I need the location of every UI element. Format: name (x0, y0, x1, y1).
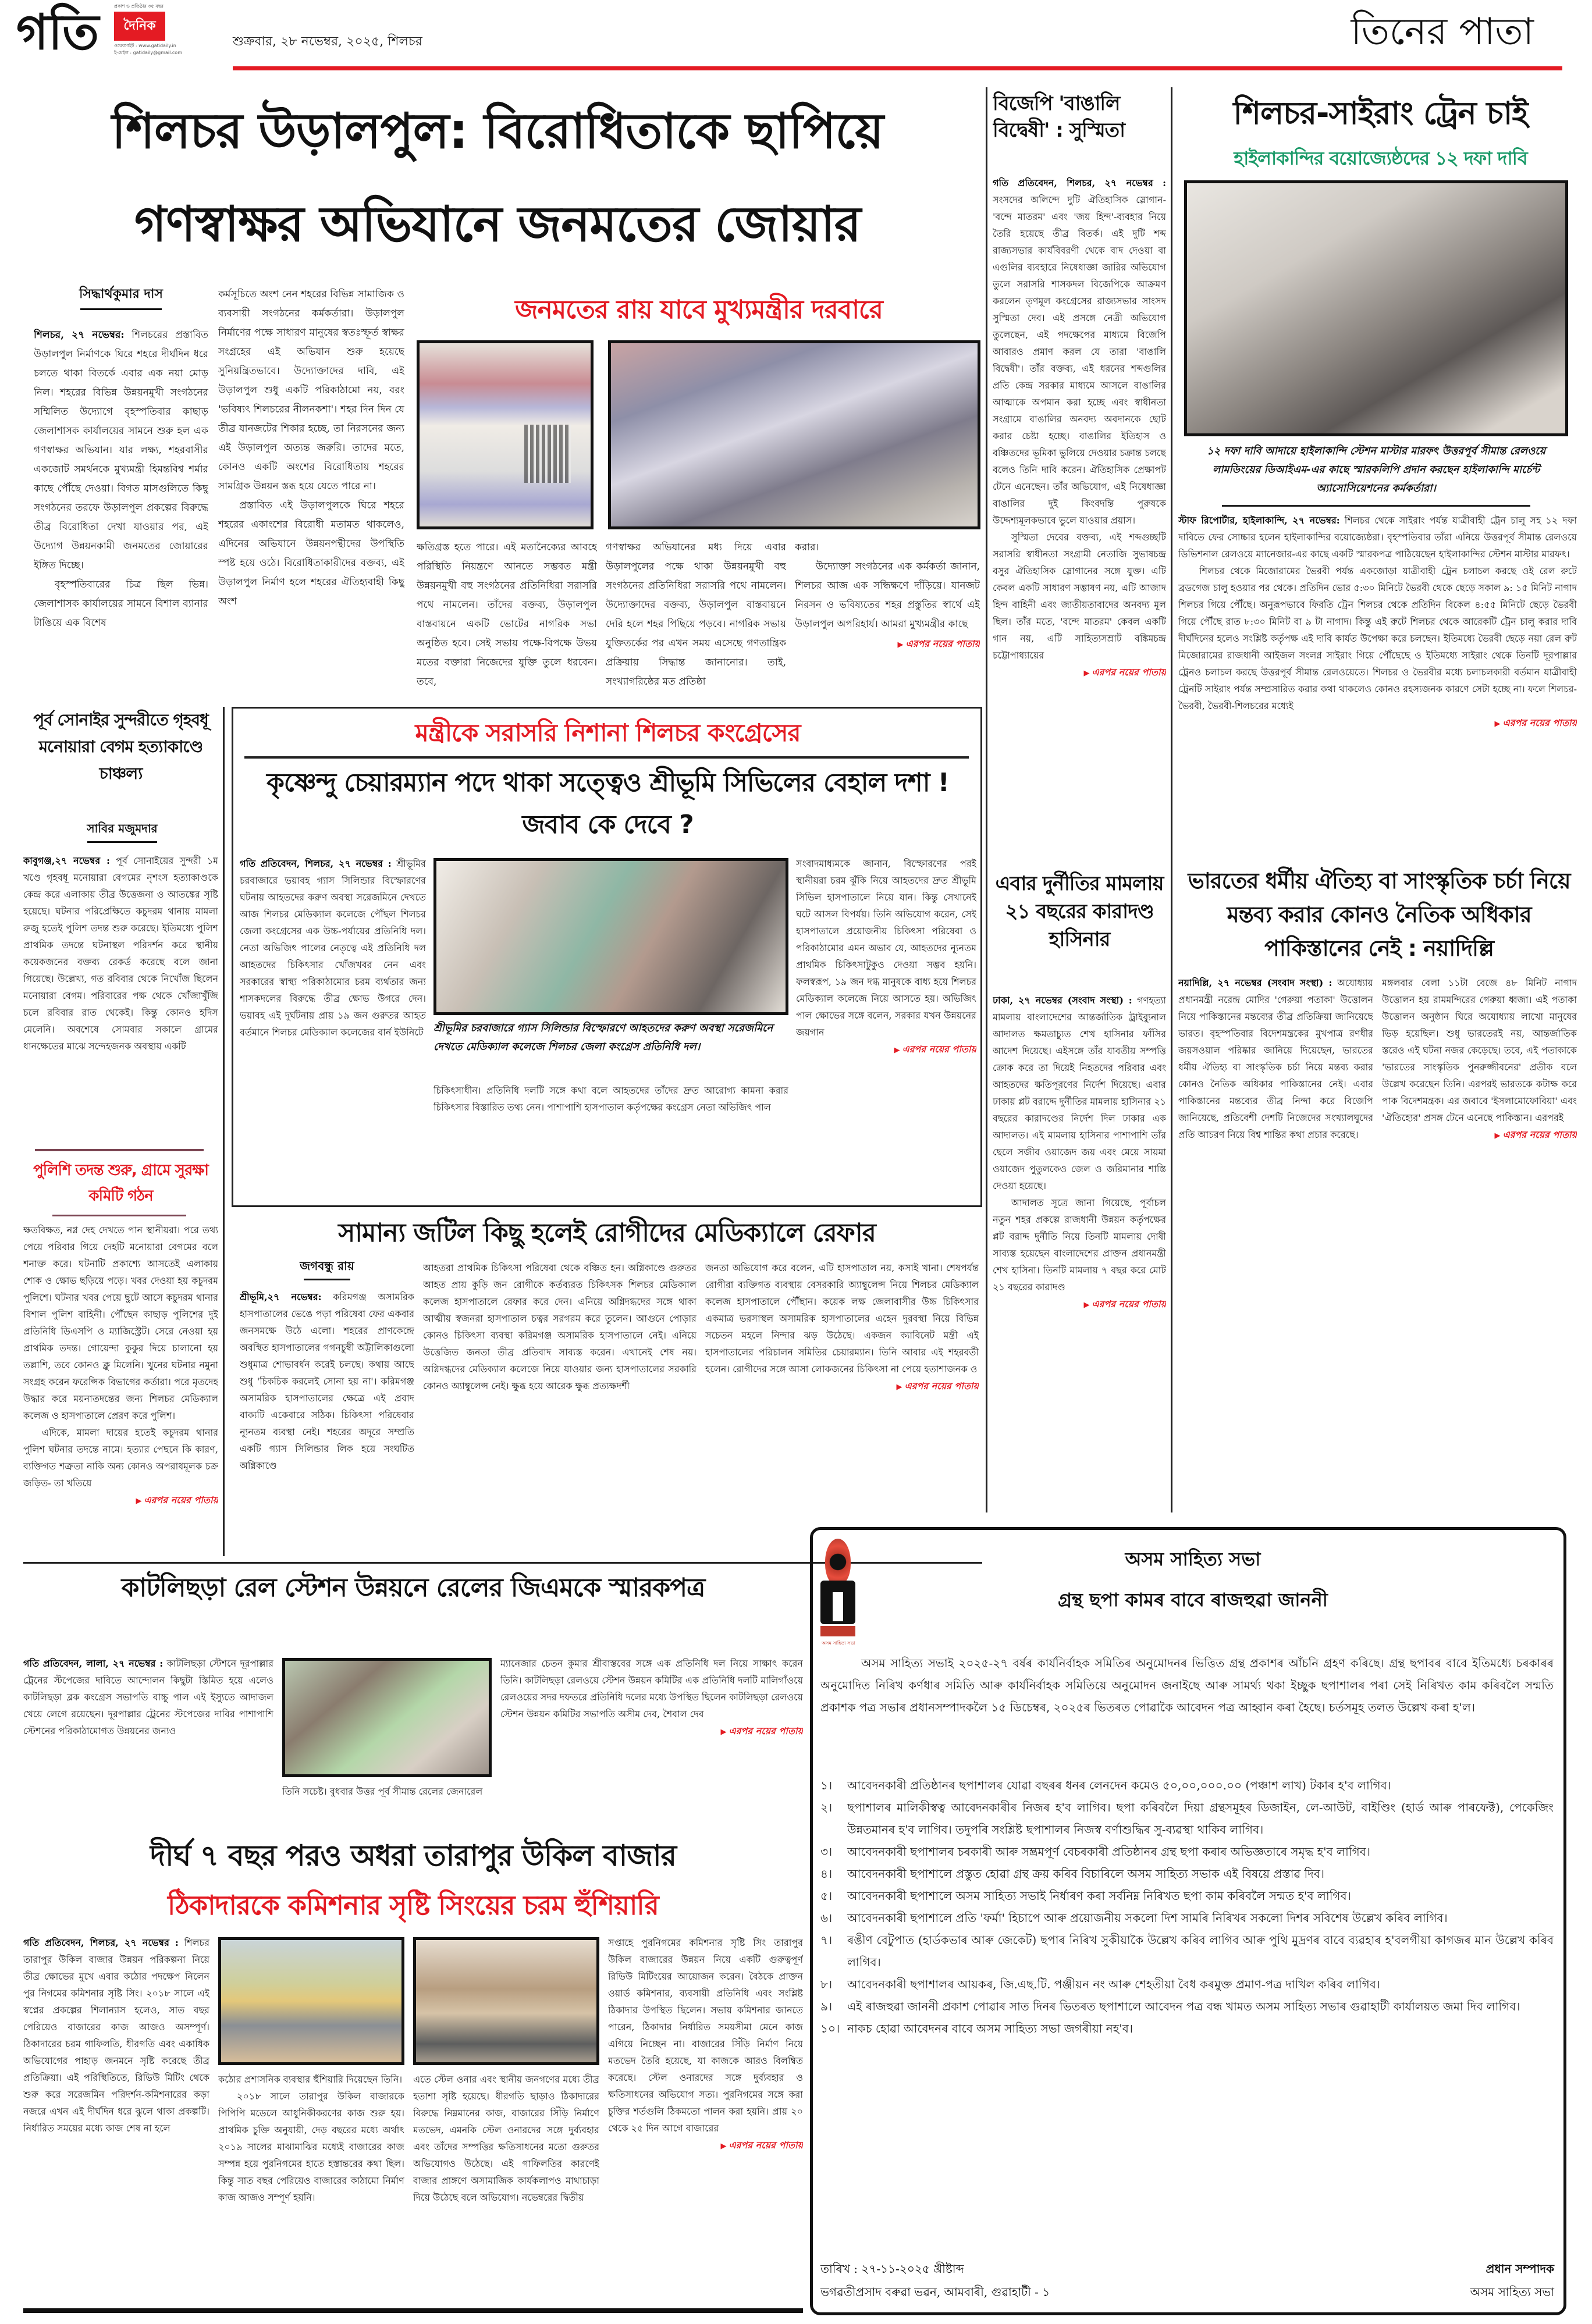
ad-conditions-list (820, 1774, 1554, 2251)
lead-col-5 (795, 538, 980, 698)
tarapur-text-mid-p2: ২০১৮ সালে তারাপুর উকিল বাজারকে পিপিপি মডেলে আধুনিকীকরণের কাজ শুরু হয়। প্রাথমিক চুক্তি অনুযায়ী, দেড় বছরের মধ্যে অর্থাৎ ২০১৯ সালের মাঝামাঝির মধ্যেই বাজারের কাজ সম্পন্ন হয়ে পুরনিগমের হাতে হস্তান্তরের কথা ছিল। কিন্তু সাত বছর পেরিয়েও বাজারের কাঠামো নির্মাণ কাজ আজও সম্পূর্ণ হয়নি। (218, 2091, 404, 2203)
sribhumi-dateline: শ্রীভূমি,২৭ নভেম্বর: (240, 1291, 322, 1302)
badge-website[interactable]: ওয়েবসাইট : www.gatidaily.in (114, 43, 176, 48)
ad-condition-item (820, 1863, 1554, 1885)
ad-condition-item (820, 1796, 1554, 1841)
lead-photo-signing[interactable] (608, 340, 980, 529)
sribhumi-text-right: জনতা অভিযোগ করে বলেন, এটি হাসপাতাল নয়, কসাই খানা। শেষপর্যন্ত রোগীরা ব্যক্তিগত ব্যবস্থায় বেসরকারি অ্যাম্বুলেন্স নিয়ে শিলচর মেডিক্যাল কলেজ হাসপাতালে পৌঁছান। কয়েক লক্ষ জেলাবাসীর উচ্চ চিকিৎসার একমাত্র ভরসাস্থল অসামরিক হাসপাতালের এহেন দুরবস্থা নিয়ে বিভিন্ন সচেতন মহলে নিন্দার ঝড় উঠেছে। একজন ক্যাবিনেট মন্ত্রী এই হাসপাতালের পরিচালন সমিতির চেয়ারম্যান। তিনি আবার এই শহরবর্তী হলেন। রোগীদের সঙ্গে আসা লোকজনের চিকিৎসা না পেয়ে হতাশাজনক ও (705, 1262, 979, 1375)
sribhumi-col-1 (240, 1289, 414, 1556)
ad-signatory-title: প্ৰধান সম্পাদক (1486, 2262, 1554, 2276)
tarapur-text-mid2: এতে স্টেল ওনার এবং স্থানীয় জনগণের মধ্যে তীব্র হতাশা সৃষ্টি হয়েছে। ধীরগতি ছাড়াও ঠিকাদারের বিরুদ্ধে নিম্নমানের কাজ, বাজারের সিঁড়ি নির্মাণে মতভেদ, এমনকি স্টেল ওনারদের সঙ্গে দুর্ব্যবহার এবং তাঁদের সম্পত্তির ক্ষতিসাধনের মতো গুরুতর অভিযোগও উঠেছে। এই গাফিলতির কারণেই বাজার প্রাঙ্গণে অসামাজিক কার্যকলাপও মাথাচাড়া দিয়ে উঠেছে বলে অভিযোগ। নভেম্বরের দ্বিতীয় (413, 2074, 599, 2203)
ad-signatory-org: অসম সাহিত্য সভা (1470, 2285, 1554, 2299)
tarapur-photo-building[interactable] (413, 1937, 599, 2065)
katlichara-photo[interactable] (282, 1658, 492, 1777)
hasina-continued[interactable] (993, 1296, 1166, 1314)
congress-col-3 (796, 855, 976, 1201)
logo-caption: অসম সাহিত্য সভা (822, 1640, 855, 1646)
tarapur-col-3 (413, 2071, 599, 2301)
katlichara-headline[interactable]: কাটলিছড়া রেল স্টেশন উন্নয়নে রেলের জিএমকে স্মারকপত্র (121, 1573, 705, 1603)
ad-condition-item (820, 2017, 1554, 2040)
tarapur-dateline: গতি প্রতিবেদন, শিলচর, ২৭ নভেম্বর : (23, 1937, 179, 1948)
train-headline[interactable]: শিলচর-সাইরাং ট্রেন চাই (1233, 95, 1528, 131)
ad-condition-number: ৭। (820, 1933, 833, 1947)
page-title: তিনের পাতা (1351, 10, 1534, 54)
sonai-headline[interactable]: পূর্ব সোনাইর সুন্দরীতে গৃহবধূ মনোয়ারা বেগম হত্যাকাণ্ডে চাঞ্চল্য (33, 710, 208, 783)
tarapur-headline[interactable]: দীর্ঘ ৭ বছর পরও অধরা তারাপুর উকিল বাজার (150, 1839, 677, 1873)
katlichara-col-3 (500, 1655, 803, 1827)
column-divider (223, 707, 225, 1556)
pakistan-continued[interactable] (1382, 1126, 1577, 1144)
katlichara-dateline: গতি প্রতিবেদন, লালা, ২৭ নভেম্বর : (23, 1658, 164, 1669)
pakistan-text-p2: মঙ্গলবার বেলা ১১টা বেজে ৪৮ মিনিট নাগাদ উত্তোলন হয় রামমন্দিরের গেরুয়া ধ্বজা। এই পতাকা উত্তোলন অনুষ্ঠান ঘিরে অযোধ্যায় লাখো মানুষের ভিড় হয়েছিল। শুধু ভারতেরই নয়, আন্তর্জাতিক স্তরেও এই ঘটনা নজর কেড়েছে। তবে, এই পতাকাকে 'ভারতের সাংস্কৃতিক পুনরুজ্জীবনের' প্রতীক বলে উল্লেখ করেছেন তিনি। এরপরই ভারতকে কটাক্ষ করে পাক বিদেশমন্ত্রক। এর জবাবে 'ইসলামোফোবিয়া' এবং 'ঐতিহ্যের' প্রসঙ্গ টেনে এনেছে পাকিস্তান। এরপরই (1382, 977, 1577, 1123)
sonai-text: পূর্ব সোনাইয়ের সুন্দরী ১ম খণ্ডে গৃহবধূ মনোয়ারা বেগমের নৃশংস হত্যাকাণ্ডকে কেন্দ্র করে এলাকায় তীব্র উত্তেজনা ও আতঙ্কের সৃষ্টি হয়েছে। ঘটনার পরিপ্রেক্ষিতে কচুদরম থানায় মামলা রুজু হতেই পুলিশ তদন্ত শুরু করেছে। ইতিমধ্যে পুলিশ প্রাথমিক তদন্তে ঘটনাস্থল পরিদর্শন করে স্থানীয় কয়েকজনের বক্তব্য রেকর্ড করেছে বলে জানা গিয়েছে। উল্লেখ্য, গত রবিবার থেকে নিখোঁজ ছিলেন মনোয়ারা বেগম। পরিবারের পক্ষ থেকে খোঁজাখুঁজি চলে রবিবার রাত থেকেই। কিন্তু কোনও হদিস মেলেনি। অবশেষে সোমবার সকালে গ্রামের ধানক্ষেতের মাঝে সন্দেহজনক অবস্থায় একটি (23, 855, 218, 1052)
hasina-text-p2: আদালত সূত্রে জানা গিয়েছে, পূর্বাচল নতুন শহর প্রকল্পে রাজধানী উন্নয়ন কর্তৃপক্ষের প্লট বরাদ্দ দুর্নীতি নিয়ে তিনটি মামলায় দোষী সাব্যস্ত হয়েছেন বাংলাদেশের প্রাক্তন প্রধানমন্ত্রী শেখ হাসিনা। তিনটি মামলায় ৭ বছর করে মোট ২১ বছরের কারাদণ্ড (993, 1197, 1166, 1293)
hasina-dateline: ঢাকা, ২৭ নভেম্বর (সংবাদ সংস্থা) : (993, 995, 1132, 1006)
lead-photo-banner[interactable] (417, 340, 594, 529)
continued-link[interactable]: ▶ এরপর নয়ের পাতায় (720, 2140, 803, 2151)
ad-condition-number: ১০। (820, 2022, 840, 2035)
katlichara-text: কাটলিছড়া স্টেশনে দূরপাল্লার ট্রেনের স্টপেজের দাবিতে আন্দোলন কিছুটা স্তিমিত হয়ে এলেও কাটলিছড়া ব্লক কংগ্রেস সভাপতি বাচ্চু পাল এই ইস্যুতে আদাজল খেয়ে লেগে রয়েছেন। দূরপাল্লার ট্রেনের স্টপেজের দাবির পাশাপাশি স্টেশনের পরিকাঠামোগত উন্নয়নের জন্যও (23, 1658, 273, 1736)
daily-badge-label: দৈনিক (123, 19, 156, 33)
hasina-body (993, 992, 1166, 1510)
ad-condition-item (820, 1929, 1554, 1973)
ad-condition-number: ৩। (820, 1845, 833, 1859)
ad-condition-text: আবেদনকাৰী ছপাশালৰ চৰকাৰী আৰু সম্ভ্ৰমপূৰ্ণ বেচৰকাৰী প্ৰতিষ্ঠানৰ গ্ৰন্থ ছপা কৰাৰ অভিজ্ঞতাৰে সমৃদ্ধ হ'ব লাগিব। (847, 1845, 1370, 1859)
page-bottom-rule (23, 2308, 803, 2313)
continued-link[interactable]: ▶ এরপর নয়ের পাতায় (1083, 1298, 1166, 1309)
congress-text-mid: চিকিৎসাধীন। প্রতিনিধি দলটি সঙ্গে কথা বলে আহতদের তাঁদের দ্রুত আরোগ্য কামনা করার চিকিৎসার বিস্তারিত তথ্য নেন। পাশাপাশি হাসপাতাল কর্তৃপক্ষের কংগ্রেস নেতা অভিজিৎ পাল (433, 1085, 788, 1113)
bjp-body (993, 175, 1166, 861)
ad-condition-text: আবেদনকাৰী ছপাশালৰ আয়কৰ, জি.এছ.টি. পঞ্জীয়ন নং আৰু শেহতীয়া বৈধ কৰমুক্ত প্ৰমাণ-পত্ৰ দাখিল কৰিব লাগিব। (847, 1977, 1380, 1991)
lead-subhead[interactable]: জনমতের রায় যাবে মুখ্যমন্ত্রীর দরবারে (515, 295, 883, 325)
ad-intro: অসম সাহিত্য সভাই ২০২৫-২৭ বৰ্ষৰ কাৰ্যনিৰ্বাহক সমিতিৰ অনুমোদনৰ ভিত্তিত গ্ৰন্থ প্ৰকাশৰ আঁচনি গ্ৰহণ কৰিছে। গ্ৰন্থ ছপাবৰ বাবে ইতিমধ্যে চৰকাৰৰ অনুমোদিত নিৰিখ কৰ্ণধাৰ সমিতি আৰু কাৰ্যনিৰ্বাহক সমিতিয়ে অনুমোদন জনাইছে আৰু সামৰ্থ্য থকা ইচ্ছুক ছপাশালৰ পৰা সেই নিৰিখত কাম কৰিবলৈ সন্মতি প্ৰকাশক পত্ৰ সভাৰ প্ৰধানসম্পাদকলৈ ১৫ ডিচেম্বৰ, ২০২৫ৰ ভিতৰত পোৱাকৈ আবেদন পত্ৰ আহ্বান কৰা হৈছে। চৰ্তসমূহ তলত উল্লেখ কৰা হ'ল। (820, 1656, 1554, 1714)
ad-condition-item (820, 1907, 1554, 1929)
lead-byline (34, 285, 208, 310)
pakistan-headline[interactable]: ভারতের ধর্মীয় ঐতিহ্য বা সাংস্কৃতিক চর্চা নিয়ে মন্তব্য করার কোনও নৈতিক অধিকার পাকিস্তানের নেই : নয়াদিল্লি (1188, 868, 1570, 961)
ad-condition-text: ৰঙীণ বেটুপাত (হাৰ্ডকভাৰ আৰু জেকেট) ছপাৰ নিৰিখ সুকীয়াকৈ উল্লেখ কৰিব লাগিব আৰু পুথি মুদ্ৰণৰ বাবে ব্যৱহাৰ হ'বলগীয়া কাগজৰ মান উল্লেখ কৰিব লাগিব। (847, 1933, 1554, 1969)
sonai-subheadline[interactable]: পুলিশি তদন্ত শুরু, গ্রামে সুরক্ষা কমিটি গঠন (33, 1162, 208, 1205)
ad-condition-text: আবেদনকাৰী ছপাশালে অসম সাহিত্য সভাই নিৰ্ধাৰণ কৰা সৰ্বনিম্ন নিৰিখত ছপা কাম কৰিবলৈ সন্মত হ'ব লাগিব। (847, 1889, 1351, 1903)
ad-condition-text: আবেদনকাৰী প্ৰতিষ্ঠানৰ ছপাশালৰ যোৱা বছৰৰ ধনৰ লেনদেন কমেও ৫০,০০,০০০.০০ (পঞ্চাশ লাখ) টকাৰ হ'ব লাগিব। (847, 1778, 1391, 1792)
lead-col-2-p2: প্রস্তাবিত এই উড়ালপুলকে ঘিরে শহরে শহরের একাংশের বিরোধী মতামত থাকলেও, এদিনের অভিযানে উন্নয়নপন্থীদের উপস্থিতি স্পষ্ট হয়ে ওঠে। বিরোধিতাকারীদের বক্তব্য, এই উড়ালপুল নির্মাণ হলে শহরের ঐতিহ্যবাহী কিছু অংশ (218, 500, 404, 607)
tarapur-col-1 (23, 1934, 209, 2301)
masthead (0, 0, 1592, 74)
lead-col-5-text: করার। (795, 542, 819, 553)
sribhumi-continued[interactable] (705, 1378, 979, 1396)
katlichara-col-2 (282, 1783, 492, 1827)
tarapur-text-mid: কঠোর প্রশাসনিক ব্যবস্থার হুঁশিয়ারি দিয়েছেন তিনি। (218, 2074, 403, 2085)
bjp-headline[interactable]: বিজেপি 'বাঙালি বিদ্বেষী' : সুস্মিতা (993, 92, 1125, 142)
tarapur-text-right: সপ্তাহে পুরনিগমের কমিশনার সৃষ্টি সিং তারাপুর উকিল বাজারের উন্নয়ন নিয়ে একটি গুরুত্বপূর্ণ রিভিউ মিটিংয়ের আয়োজন করেন। বৈঠকে প্রাক্তন ওয়ার্ড কমিশনার, ব্যবসায়ী প্রতিনিধি এবং সংশ্লিষ্ট ঠিকাদার উপস্থিত ছিলেন। সভায় কমিশনার জানতে পারেন, ঠিকাদার নির্ধারিত সময়সীমা মেনে কাজ এগিয়ে নিচ্ছেন না। বাজারের সিঁড়ি নির্মাণ নিয়ে মতভেদ তৈরি হয়েছে, যা কাজকে আরও বিলম্বিত করেছে। স্টেল ওনারদের সঙ্গে দুর্ব্যবহার ও ক্ষতিসাধনের অভিযোগ সত্য। পুরনিগমের সঙ্গে করা চুক্তির শর্তগুলি ঠিকমতো পালন করা হয়নি। প্রায় ২০ থেকে ২৫ দিন আগে বাজারের (608, 1937, 803, 2134)
sonai-body (23, 852, 218, 1143)
congress-continued[interactable] (796, 1041, 976, 1059)
train-body (1178, 512, 1577, 855)
lead-dateline: শিলচর, ২৭ নভেম্বর: (34, 329, 125, 341)
ad-condition-item (820, 1973, 1554, 1995)
congress-dateline: গতি প্রতিবেদন, শিলচর, ২৭ নভেম্বর : (240, 858, 392, 869)
congress-col-1 (240, 855, 426, 1201)
ad-condition-text: এই ৰাজহুৱা জাননী প্ৰকাশ পোৱাৰ সাত দিনৰ ভিতৰত ছপাশালে আবেদন পত্ৰ বন্ধ খামত অসম সাহিত্য সভাৰ গুৱাহাটী কাৰ্যালয়ত জমা দিব লাগিব। (847, 1999, 1520, 2013)
lead-col-4-text: গণস্বাক্ষর অভিযানের মধ্য দিয়ে এবার উড়ালপুলের পক্ষে থাকা উন্নয়নমুখী বহু সংগঠনের প্রতিনিধিরা সরাসরি পথে নামলেন। উদ্যোক্তাদের বক্তব্য, উড়ালপুল বাস্তবায়নে দেরি হলে শহর পিছিয়ে পড়বে। নাগরিক সভায় যুক্তিতর্কের পর এখন সময় এসেছে গণতান্ত্রিক প্রক্রিয়ায় সিদ্ধান্ত জানানোর। তাই, সংখ্যাগরিষ্ঠের মত প্রতিষ্ঠা (606, 542, 786, 688)
tarapur-subhead[interactable]: ঠিকাদারকে কমিশনার সৃষ্টি সিংয়ের চরম হুঁশিয়ারি (168, 1889, 659, 1921)
ad-title: গ্ৰন্থ ছপা কামৰ বাবে ৰাজহুৱা জাননী (1058, 1589, 1328, 1611)
continued-link[interactable]: ▶ এরপর নয়ের পাতায় (894, 1044, 976, 1055)
continued-link[interactable]: ▶ এরপর নয়ের পাতায় (1494, 717, 1577, 728)
congress-headline[interactable]: কৃষ্ণেন্দু চেয়ারম্যান পদে থাকা সত্ত্বেও শ্রীভূমি সিভিলের বেহাল দশা ! জবাব কে দেবে ? (266, 768, 949, 839)
ad-condition-number: ২। (820, 1800, 833, 1814)
ad-condition-item (820, 1841, 1554, 1863)
train-dateline: স্টাফ রিপোর্টার, হাইলাকান্দি, ২৭ নভেম্বর: (1178, 515, 1340, 526)
sribhumi-headline[interactable]: সামান্য জটিল কিছু হলেই রোগীদের মেডিক্যালে রেফার (338, 1218, 876, 1248)
lead-byline-name: সিদ্ধার্থকুমার দাস (79, 287, 163, 301)
hasina-headline[interactable]: এবার দুর্নীতির মামলায় ২১ বছরের কারাদণ্ড হাসিনার (995, 872, 1164, 951)
tarapur-text: শিলচর তারাপুর উকিল বাজার উন্নয়ন পরিকল্পনা নিয়ে তীব্র ক্ষোভের মুখে এবার কঠোর পদক্ষেপ নিলেন পুর নিগমের কমিশনার সৃষ্টি সিং। ২০১৮ সালে এই স্বপ্নের প্রকল্পের শিলান্যাস হলেও, সাত বছর পেরিয়েও বাজারের কাজ আজও অসম্পূর্ণ। ঠিকাদারের চরম গাফিলতি, ধীরগতি এবং একাধিক অভিযোগের পাহাড় জনমনে সৃষ্টি করেছে তীব্র প্রতিক্রিয়া। এই পরিস্থিতিতে, রিভিউ মিটিং থেকে শুরু করে সরেজমিন পরিদর্শন-কমিশনারের কড়া নজরে এখন এই দীর্ঘদিন ধরে ঝুলে থাকা প্রকল্পটি। নির্ধারিত সময়ের মধ্যে কাজ শেষ না হলে (23, 1937, 209, 2134)
ad-condition-number: ৯। (820, 1999, 833, 2013)
kicker-divider (244, 756, 969, 759)
katlichara-continued[interactable] (500, 1722, 803, 1741)
train-continued[interactable] (1178, 714, 1577, 732)
congress-photo-caption: শ্রীভূমির চরবাজারে গ্যাস সিলিন্ডার বিস্ফোরণে আহতদের করুণ অবস্থা সরেজমিনে দেখতে মেডিক্যাল কলেজে শিলচর জেলা কংগ্রেস প্রতিনিধি দল। (433, 1022, 773, 1053)
tarapur-col-2 (218, 2071, 404, 2301)
congress-text: শ্রীভূমির চরবাজারে ভয়াবহ গ্যাস সিলিন্ডার বিস্ফোরণের ঘটনায় আহতদের করুণ অবস্থা সরেজমিনে দেখতে আজ শিলচর মেডিক্যাল কলেজে পৌঁছল শিলচর জেলা কংগ্রেসের এক উচ্চ-পর্যায়ের প্রতিনিধি দল। নেতা অভিজিৎ পালের নেতৃত্বে এই প্রতিনিধি দল আহতদের চিকিৎসার খোঁজখবর নেন এবং সরকারের স্বাস্থ্য পরিকাঠামোর চরম ব্যর্থতার জন্য শাসকদলের বিরুদ্ধে তীব্র ক্ষোভ উগরে দেন। ভয়াবহ এই দুর্ঘটনায় প্রায় ১৯ জন গুরুতর আহত বর্তমানে শিলচর মেডিক্যাল কলেজের বার্ন ইউনিটে (240, 858, 426, 1038)
ad-org-name: অসম সাহিত্য সভা (1125, 1548, 1261, 1570)
bjp-text: সংসদের অলিন্দে দুটি ঐতিহাসিক স্লোগান- 'বন্দে মাতরম' এবং 'জয় হিন্দ'-ব্যবহার নিয়ে তৈরি হয়েছে তীব্র বিতর্ক। এই দুটি শব্দ রাজ্যসভার কার্যবিবরণী থেকে বাদ দেওয়া বা এগুলির ব্যবহারে নিষেধাজ্ঞা জারির অভিযোগ তুলে সরাসরি শাসকদল বিজেপিকে আক্রমণ করলেন তৃণমূল কংগ্রেসের রাজ্যসভার সাংসদ সুস্মিতা দেব। এই প্রসঙ্গে নেত্রী অভিযোগ তুলেছেন, এই পদক্ষেপের মাধ্যমে বিজেপি আবারও প্রমাণ করল যে তারা 'বাঙালি বিদ্বেষী'। তাঁর বক্তব্য, এই ধরনের শব্দগুলির প্রতি কেন্দ্র সরকার মাধ্যমে আসলে বাঙালির আত্মাকে অপমান করা হচ্ছে এবং স্বাধীনতা সংগ্রামে বাঙালির অনবদ্য অবদানকে ছোট করার চেষ্টা হচ্ছে। বাঙালির ইতিহাস ও বঞ্চিতদের ভূমিকা ভুলিয়ে দেওয়ার চক্রান্ত চলছে বলেও তিনি দাবি করেন। ঐতিহাসিক প্রেক্ষাপট টেনে এনেছেন। তাঁর অভিযোগ, এই নিষেধাজ্ঞা বাঙালির দুই কিংবদন্তি পুরুষকে উদ্দেশ্যমূলকভাবে ভুলে যাওয়ার প্রয়াস। (993, 194, 1166, 526)
sonai-dateline: কাবুগঞ্জ,২৭ নভেম্বর : (23, 855, 110, 866)
sribhumi-col-3 (705, 1259, 979, 1556)
congress-col-2 (433, 1082, 788, 1201)
ad-condition-number: ১। (820, 1778, 833, 1792)
sonai-text-p3: এদিকে, মামলা দায়ের হতেই কচুদরম থানার পুলিশ ঘটনার তদন্তে নামে। হত্যার পেছনে কি কারণ, ব্যক্তিগত শত্রুতা নাকি অন্য কোনও অপরাধমূলক চক্র জড়িত- তা খতিয়ে (23, 1427, 218, 1489)
congress-text-right: সংবাদমাধ্যমকে জানান, বিস্ফোরণের পরই স্থানীয়রা চরম ঝুঁকি নিয়ে আহতদের দ্রুত শ্রীভূমি সিভিল হাসপাতালে নিয়ে যান। কিন্তু সেখানেই ঘটে আসল বিপর্যয়। তিনি অভিযোগ করেন, সেই হাসপাতালে প্রয়োজনীয় চিকিৎসা পরিষেবা ও পরিকাঠামোর এমন অভাব যে, আহতদের ন্যূনতম প্রাথমিক চিকিৎসাটুকুও দেওয়া সম্ভব হয়নি। ফলস্বরূপ, ১৯ জন দগ্ধ মানুষকে বাধ্য হয়ে শিলচর মেডিক্যাল কলেজে নিয়ে আসতে হয়। অভিজিৎ পাল ক্ষোভের সঙ্গে বলেন, সরকার যখন উন্নয়নের জয়গান (796, 858, 976, 1038)
badge-top: প্রকাশ ও প্রতিষ্ঠার ৩৫ বছর (114, 3, 164, 9)
bjp-dateline: গতি প্রতিবেদন, শিলচর, ২৭ নভেম্বর : (993, 177, 1166, 188)
byline-divider (304, 1279, 350, 1280)
section-divider (35, 1149, 204, 1151)
ad-condition-item (820, 1885, 1554, 1907)
pakistan-col-2 (1382, 974, 1577, 1510)
lead-col-4 (606, 538, 786, 698)
sahitya-sabha-logo-icon (820, 1539, 855, 1638)
continued-link[interactable]: ▶ এরপর নয়ের পাতায় (897, 638, 980, 649)
katlichara-col-1 (23, 1655, 273, 1827)
badge-email[interactable]: ই-মেইল : gatidaily@gmail.com (114, 50, 182, 55)
column-divider (1171, 87, 1172, 1512)
sonai-byline-name: সাবির মজুমদার (87, 821, 158, 835)
ad-condition-text: আবেদনকাৰী ছপাশালে প্ৰস্তুত হোৱা গ্ৰন্থ ক্ৰয় কৰিব বিচাৰিলে অসম সাহিত্য সভাক এই বিষয়ে প্ৰস্তাৱ দিব। (847, 1867, 1325, 1881)
katlichara-text-mid: তিনি সচেষ্ট। বুধবার উত্তর পূর্ব সীমান্ত রেলের জেনারেল (282, 1786, 483, 1797)
tarapur-photo-signboard[interactable] (218, 1937, 404, 2065)
congress-kicker[interactable]: মন্ত্রীকে সরাসরি নিশানা শিলচর কংগ্রেসের (415, 718, 801, 747)
byline-divider (87, 841, 157, 843)
lead-col-3-text: ক্ষতিগ্রস্ত হতে পারে। এই মতানৈক্যের আবহে পরিস্থিতি নিয়ন্ত্রণে আনতে সম্ভবত মন্ত্রী উন্নয়নমুখী বহু সংগঠনের প্রতিনিধিরা সরাসরি পথে নামলেন। তাঁদের বক্তব্য, উড়ালপুল বাস্তবায়নে একটি ভোটের নাগরিক সভা অনুষ্ঠিত হবে। সেই সভায় পক্ষে-বিপক্ষে উভয় মতের বক্তারা নিজেদের যুক্তি তুলে ধরবেন। তবে, (417, 542, 597, 688)
tarapur-continued[interactable] (608, 2137, 803, 2155)
sribhumi-byline-name: জগবন্ধু রায় (300, 1259, 354, 1273)
continued-link[interactable]: ▶ এরপর নয়ের পাতায় (1494, 1129, 1577, 1140)
tarapur-col-4 (608, 1934, 803, 2301)
bjp-text-p2: সুস্মিতা দেবের বক্তব্য, এই শব্দগুচ্ছটি সরাসরি স্বাধীনতা সংগ্রামী নেতাজি সুভাষচন্দ্র বসুর ঐতিহাসিক স্লোগানের সঙ্গে যুক্ত। এটি কেবল একটি সাধারণ সম্ভাষণ নয়, এটি আজাদ হিন্দ বাহিনী এবং জাতীয়তাবাদের অনবদ্য মূল ছিল। তাঁর মতে, 'বন্দে মাতরম' কেবল একটি গান নয়, এটি সাহিত্যসম্রাট বঙ্কিমচন্দ্র চট্টোপাধ্যায়ের (993, 532, 1166, 661)
sonai-text-p2: ক্ষতবিক্ষত, নগ্ন দেহ দেখতে পান স্থানীয়রা। পরে তথ্য পেয়ে পরিবার গিয়ে দেহটি মনোয়ারা বেগমের বলে শনাক্ত করে। ঘটনাটি প্রকাশ্যে আসতেই এলাকায় শোক ও ক্ষোভ ছড়িয়ে পড়ে। খবর দেওয়া হয় কচুদরম পুলিশে। ঘটনার খবর পেয়ে ছুটে আসে কচুদরম থানার বিশাল পুলিশ বাহিনী। পৌঁছেন কাছাড় পুলিশের দুই প্রতিনিধি ডিএসপি ও ম্যাজিস্ট্রেট। সেরে নেওয়া হয় প্রাথমিক তদন্ত। গোয়েন্দা কুকুর দিয়ে চালানো হয় তল্লাশি, তবে কোনও ক্লু মিলেনি। খুনের ঘটনার নমুনা সংগ্রহ করেন ফরেন্সিক বিভাগের কর্তারা। পরে মৃতদেহ উদ্ধার করে ময়নাতদন্তের জন্য শিলচর মেডিক্যাল কলেজ ও হাসপাতালে প্রেরণ করে পুলিশ। (23, 1225, 218, 1421)
sribhumi-text-mid: আহতরা প্রাথমিক চিকিৎসা পরিষেবা থেকে বঞ্চিত হন। অগ্নিকাণ্ডে গুরুতর আহত প্রায় কুড়ি জন রোগীকে কর্তব্যরত চিকিৎসক শিলচর মেডিক্যাল কলেজ হাসপাতালে রেফার করে দেন। এনিয়ে অগ্নিদগ্ধদের সঙ্গে থাকা আত্মীয় স্বজনরা হাসপাতাল চত্বর সরগরম করে তুলেন। আগুনে পোড়ার কোনও চিকিৎসা ব্যবস্থা করিমগঞ্জ অসামরিক হাসপাতালে নেই। এনিয়ে উত্তেজিত জনতা তীব্র প্রতিবাদ সাব্যস্ত করেন। এখানেই শেষ নয়। অগ্নিদগ্ধদের মেডিক্যাল কলেজে নিয়ে যাওয়ার জন্য হাসপাতালের সরকারি কোনও অ্যাম্বুলেন্স নেই। ক্ষুব্ধ হয়ে আরেক ক্ষুব্ধ প্রত্যক্ষদর্শী (423, 1262, 696, 1391)
lead-col-2-text: কর্মসূচিতে অংশ নেন শহরের বিভিন্ন সামাজিক ও ব্যবসায়ী সংগঠনের কর্মকর্তারা। উড়ালপুল নির্মাণের পক্ষে সাধারণ মানুষের স্বতঃস্ফূর্ত স্বাক্ষর সংগ্রহের এই অভিযান শুরু হয়েছে সুনিয়ন্ত্রিতভাবে। উদ্যোক্তাদের দাবি, এই উড়ালপুল শুধু একটি পরিকাঠামো নয়, বরং 'ভবিষ্যৎ শিলচরের নীলনকশা'। শহর দিন দিন যে তীব্র যানজটের শিকার হচ্ছে, তা নিরসনের জন্য এই উড়ালপুল অত্যন্ত জরুরি। তাদের মতে, কোনও একটি অংশের বিরোধিতায় শহরের সামগ্রিক উন্নয়ন স্তব্ধ হয়ে যেতে পারে না। (218, 289, 404, 492)
ad-condition-text: আবেদনকাৰী ছপাশালে প্ৰতি 'ফৰ্মা' হিচাপে আৰু প্ৰয়োজনীয় সকলো দিশ সামৰি নিৰিখৰ সকলো দিশৰ সবিশেষ উল্লেখ কৰিব লাগিব। (847, 1911, 1448, 1925)
continued-link[interactable]: ▶ এরপর নয়ের পাতায় (1083, 667, 1166, 678)
ad-date: তাৰিখ : ২৭-১১-২০২৫ খ্ৰীষ্টাব্দ (820, 2262, 964, 2276)
hasina-text: গণহত্যা মামলায় বাংলাদেশের আন্তর্জাতিক ট্রাইব্যুনাল আদালত ক্ষমতাচ্যুত শেখ হাসিনার ফাঁসির আদেশ দিয়েছে। এইসঙ্গে তাঁর যাবতীয় সম্পত্তি ক্রোক করে তা দিয়েই নিহতদের পরিবার এবং আহতদের ক্ষতিপূরণের নির্দেশ দিয়েছে। এবার ঢাকায় প্লট বরাদ্দে দুর্নীতির মামলায় হাসিনার ২১ বছরের কারাদণ্ডের নির্দেশ দিল ঢাকার এক আদালত। এই মামলায় হাসিনার পাশাপাশি তাঁর ছেলে সজীব ওয়াজেদ জয় এবং মেয়ে সায়মা ওয়াজেদ পুতুলকেও জেল ও জরিমানার শাস্তি দেওয়া হয়েছে। (993, 995, 1166, 1191)
pakistan-col-1 (1178, 974, 1373, 1510)
section-divider (52, 1215, 186, 1216)
issue-dateline: শুক্রবার, ২৮ নভেম্বর, ২০২৫, শিলচর (233, 34, 422, 49)
lead-col-2 (218, 285, 404, 698)
lead-col-3 (417, 538, 597, 698)
sribhumi-text: করিমগঞ্জ অসামরিক হাসপাতালের ভেঙে পড়া পরিষেবা ফের একবার জনসমক্ষে উঠে এলো। শহরের প্রাণকেন্দ্রে অবস্থিত হাসপাতালের গগনচুম্বী অট্টালিকাগুলো শুধুমাত্র শোভাবর্ধন করেই চলছে। কথায় আছে শুধু 'চিকচিক করলেই সোনা হয় না'। করিমগঞ্জ অসামরিক হাসপাতালের ক্ষেত্রে এই প্রবাদ বাক্যটি একেবারে সঠিক। চিকিৎসা পরিষেবার ন্যূনতম ব্যবস্থা নেই। শহরের অদূরে সম্প্রতি একটি গ্যাস সিলিন্ডার লিক হয়ে সংঘটিত অগ্নিকাণ্ডে (240, 1291, 414, 1471)
column-divider (986, 87, 987, 1512)
pakistan-dateline: নয়াদিল্লি, ২৭ নভেম্বর (সংবাদ সংস্থা) : (1178, 977, 1332, 988)
qr-code-icon (524, 425, 571, 483)
train-subhead[interactable]: হাইলাকান্দির বয়োজ্যেষ্ঠদের ১২ দফা দাবি (1234, 147, 1527, 169)
sribhumi-col-2 (423, 1259, 696, 1556)
ad-condition-text: ছপাশালৰ মালিকীস্বত্ব আবেদনকাৰীৰ নিজৰ হ'ব লাগিব। ছপা কৰিবলৈ দিয়া গ্ৰন্থসমূহৰ ডিজাইন, লে-আউট, বাইণ্ডিং (হাৰ্ড আৰু পাৰফেক্ট), পেকেজিং উন্নতমানৰ হ'ব লাগিব। তদুপৰি সংশ্লিষ্ট ছপাশালৰ নিজস্ব বৰ্ণাশুদ্ধিৰ সু-ব্যৱস্থা থাকিব লাগিব। (847, 1800, 1554, 1837)
sribhumi-byline (240, 1258, 414, 1280)
train-text-p2: শিলচর থেকে মিজোরামের ভৈরবী পর্যন্ত একজোড়া যাত্রীবাহী ট্রেন চলাচল করছে ওই রেল রুটে ব্রডগেজ চালু হওয়ার পর থেকে। প্রতিদিন ভোর ৫:৩০ মিনিটে ভৈরবী থেকে ছেড়ে সকাল ৯: ১৫ মিনিট নাগাদ শিলচর গিয়ে পৌঁছে। অনুরূপভাবে ফিরতি ট্রেন শিলচর থেকে প্রতিদিন বিকেল ৪:৫৫ মিনিটে ছেড়ে ভৈরবী গিয়ে পৌঁছে রাত ৮:৩০ মিনিট বা ৯ টা নাগাদ। কিন্তু এই রুটে শিলচর থেকে আরেকটি ট্রেন চালু করার দাবি দীর্ঘদিনের হলেও সংশ্লিষ্ট কর্তৃপক্ষ এই দাবি কার্যত উপেক্ষা করে চলছেন। ইতিমধ্যে ভৈরবী ছেড়ে নয়া রেল রুট মিজোরামের রাজধানী আইজল সংলগ্ন সাইরাং গিয়ে পৌঁছেছে ও ইতিমধ্যে সাইরাং থেকে তিনটি দূরপাল্লার ট্রেনও চলাচল করছে উত্তরপূর্ব সীমান্ত রেলওয়েতে। শিলচর ও ভৈরবীর মধ্যে চলাচলকারী বর্তমান যাত্রীবাহী ট্রেনটি সাইরাং পর্যন্ত সম্প্রসারিত করার কথা থাকলেও কোনও রহস্যজনক কারণে সেটা হচ্ছে না। ফলে শিলচর-ভৈরবী, ভৈরবী-শিলচরের মধ্যেই (1178, 565, 1577, 711)
lead-headline-1[interactable]: শিলচর উড়ালপুল: বিরোধিতাকে ছাপিয়ে (112, 102, 883, 159)
sonai-body-2 (23, 1222, 218, 1553)
pakistan-text: অযোধ্যায় প্রধানমন্ত্রী নরেন্দ্র মোদির 'গেরুয়া পতাকা' উত্তোলন নিয়ে পাকিস্তানের মন্তব্যের তীব্র প্রতিক্রিয়া জানিয়েছে ভারত। বৃহস্পতিবার বিদেশমন্ত্রকের মুখপাত্র রণধীর জয়সওয়াল পরিষ্কার জানিয়ে দিয়েছেন, ভারতের ধর্মীয় ঐতিহ্য বা সাংস্কৃতিক চর্চা নিয়ে মন্তব্য করার কোনও নৈতিক অধিকার পাকিস্তানের নেই। এবার পাকিস্তানের মন্তব্যের তীব্র নিন্দা করে বিজেপি জানিয়েছে, প্রতিবেশী দেশটি নিজেদের সংখ্যালঘুদের প্রতি আচরণ নিয়ে বিশ্ব শান্তির কথা প্রচার করেছে। (1178, 977, 1373, 1140)
bjp-continued[interactable] (993, 664, 1166, 682)
train-photo[interactable] (1184, 180, 1568, 436)
caption-divider (1222, 505, 1530, 507)
daily-badge (114, 12, 165, 41)
lead-col-5-p2: উদ্যোক্তা সংগঠনের এক কর্মকর্তা জানান, শিলচর আজ এক সন্ধিক্ষণে দাঁড়িয়ে। যানজট নিরসন ও ভবিষ্যতের শহর প্রস্তুতির স্বার্থে এই উড়ালপুল অপরিহার্য। আমরা মুখ্যমন্ত্রীর কাছে (795, 561, 980, 630)
ad-address: ভগৱতীপ্ৰসাদ বৰুৱা ভৱন, আমবাৰী, গুৱাহাটী - ১ (820, 2285, 1050, 2299)
lead-col-1-text: শিলচরের প্রস্তাবিত উড়ালপুল নির্মাণকে ঘিরে শহরে দীর্ঘদিন ধরে চলতে থাকা বিতর্কে এবার এক নয়া মোড় নিল। শহরের বিভিন্ন উন্নয়নমুখী সংগঠনের সম্মিলিত উদ্যোগে বৃহস্পতিবার কাছাড় জেলাশাসক কার্যালয়ের সামনে শুরু হল এক গণস্বাক্ষর অভিযান। যার লক্ষ্য, শহরবাসীর একজোট সমর্থনকে মুখ্যমন্ত্রী হিমন্তবিশ্ব শর্মার কাছে পৌঁছে দেওয়া। বিগত মাসগুলিতে কিছু সংগঠনের তরফে উড়ালপুল প্রকল্পের বিরুদ্ধে তীব্র বিরোধিতা দেখা যাওয়ার পর, এই উদ্যোগ উন্নয়নকামী জনমতের জোয়ারের ইঙ্গিত দিচ্ছে। (34, 329, 208, 571)
ad-condition-number: ৪। (820, 1867, 833, 1881)
newspaper-logo[interactable]: গতি (16, 3, 100, 60)
byline-divider (80, 308, 162, 310)
ad-condition-item (820, 1995, 1554, 2017)
sonai-continued[interactable] (23, 1492, 218, 1510)
ad-condition-number: ৬। (820, 1911, 833, 1925)
continued-link[interactable]: ▶ এরপর নয়ের পাতায় (720, 1725, 803, 1736)
continued-link[interactable]: ▶ এরপর নয়ের পাতায় (896, 1380, 979, 1391)
sonai-byline (35, 820, 209, 843)
lead-continued[interactable] (795, 634, 980, 654)
lead-col-1 (34, 326, 208, 698)
lead-headline-2[interactable]: গণস্বাক্ষর অভিযানে জনমতের জোয়ার (134, 195, 861, 252)
ad-condition-item (820, 1774, 1554, 1796)
train-text: শিলচর থেকে সাইরাং পর্যন্ত যাত্রীবাহী ট্রেন চালু সহ ১২ দফা দাবিতে ফের সোচ্চার হলেন হাইলাকান্দির বয়োজ্যেষ্ঠরা। বৃহস্পতিবার তাঁরা এনিয়ে উত্তরপূর্ব সীমান্ত রেলওয়ে ডিভিশনাল রেলওয়ে ম্যানেজার-এর কাছে একটি স্মারকপত্র পাঠিয়েছেন হাইলাকান্দির স্টেশন মাস্টার মারফৎ। (1178, 515, 1577, 560)
ad-condition-number: ৫। (820, 1889, 833, 1903)
congress-photo[interactable] (433, 858, 788, 1015)
continued-link[interactable]: ▶ এরপর নয়ের পাতায় (136, 1494, 218, 1506)
katlichara-text-right: ম্যানেজার চেতন কুমার শ্রীবাস্তবের সঙ্গে এক প্রতিনিধি দল নিয়ে সাক্ষাৎ করেন তিনি। কাটলিছড়া রেলওয়ে স্টেশন উন্নয়ন কমিটির এক প্রতিনিধি দলটি মালিগাঁওয়ে রেলওয়ের সদর দফতরে প্রতিনিধি দলের মধ্যে উপস্থিত ছিলেন কাটলিছড়া রেলওয়ে স্টেশন উন্নয়ন কমিটির সভাপতি অসীম দেব, শৈবাল দেব (500, 1658, 803, 1720)
ad-condition-number: ৮। (820, 1977, 833, 1991)
train-photo-caption: ১২ দফা দাবি আদায়ে হাইলাকান্দি স্টেশন মাস্টার মারফৎ উত্তরপূর্ব সীমান্ত রেলওয়ে লামডিংয়ের ডিআইএম-এর কাছে স্মারকলিপি প্রদান করছেন হাইলাকান্দি মার্চেন্ট অ্যাসোসিয়েশনের কর্মকর্তারা। (1206, 445, 1546, 494)
ad-condition-text: নাকচ হোৱা আবেদনৰ বাবে অসম সাহিত্য সভা জগৰীয়া নহ'ব। (847, 2022, 1133, 2035)
masthead-red-rule (233, 66, 1562, 70)
lead-col-1-p2: বৃহস্পতিবারের চিত্র ছিল ভিন্ন। জেলাশাসক কার্যালয়ের সামনে বিশাল ব্যানার টাঙিয়ে এক বিশেষ (34, 579, 208, 629)
